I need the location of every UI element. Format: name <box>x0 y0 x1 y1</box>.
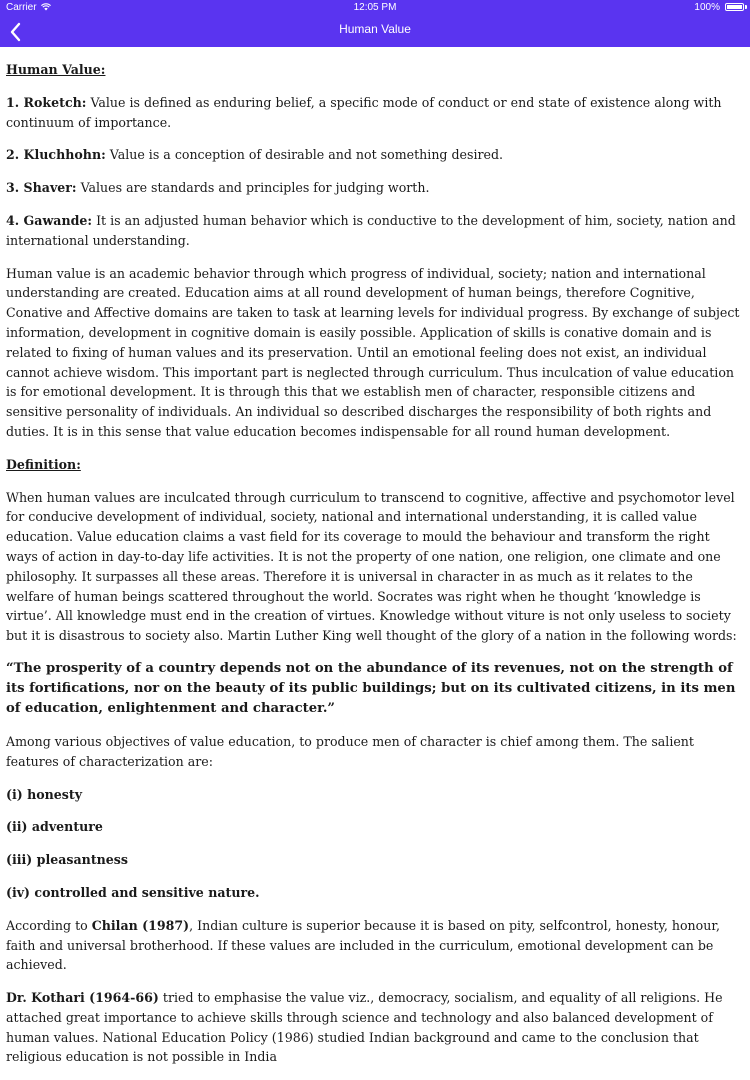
section-heading: Human Value: <box>6 62 106 77</box>
definition-text: Values are standards and principles for judging worth. <box>76 180 430 196</box>
definition-text: Value is a conception of desirable and not something desired. <box>105 147 504 163</box>
citation-author: Dr. Kothari (1964-66) <box>6 990 159 1006</box>
definition-item <box>6 211 742 251</box>
section-heading: Definition: <box>6 456 81 472</box>
definition-item <box>6 93 742 133</box>
battery-icon <box>725 3 744 11</box>
definition-item <box>6 178 742 198</box>
status-time: 12:05 PM <box>353 2 397 13</box>
feature-item: (iii) pleasantness <box>6 852 128 868</box>
feature-item: (ii) adventure <box>6 819 103 835</box>
citation-author: Chilan (1987) <box>91 917 190 933</box>
definition-text: Value is defined as enduring belief, a specific mode of conduct or end state of existence along with continuum of importance. <box>6 94 722 130</box>
definition-author: 2. Kluchhohn: <box>6 147 106 163</box>
body-paragraph: Human value is an academic behavior through which progress of individual, society; nation and international understanding are created. Education aims at all round development of human beings, therefore Cognitive, Conative and Affective domains are taken to task at learning levels for individual progress. By exchange of subject information, development in cognitive domain is easily possible. Application of skills is conative domain and is related to fixing of human values and its preservation. Until an emotional feeling does not exist, an individual cannot achieve wisdom. This important part is neglected through curriculum. Thus inculcation of value education is for emotional development. It is through this that we establish men of character, responsible citizens and sensitive personality of individuals. An individual so described discharges the responsibility of both rights and duties. It is in this sense that value education becomes indispensable for all round human development. <box>6 265 740 439</box>
feature-item: (i) honesty <box>6 786 83 802</box>
feature-item: (iv) controlled and sensitive nature. <box>6 884 260 900</box>
definition-item <box>6 145 742 165</box>
text-run: tried to emphasise the value viz., democracy, socialism, and equality of all religions. He attached great importance to achieve skills through science and technology and also balanced development of human values. National Education Policy (1986) studied Indian background and came to the conclusion that religious education is not possible in India <box>6 990 723 1065</box>
text-run: , Indian culture is superior because it is based on pity, selfcontrol, honesty, honour, faith and universal brotherhood. If these values are included in the curriculum, emotional development can be achieved. <box>6 917 720 973</box>
definition-author: 4. Gawande: <box>6 212 93 228</box>
text-run: According to <box>6 917 92 933</box>
carrier-label: Carrier <box>6 2 37 13</box>
battery-nub <box>745 5 747 9</box>
battery-percentage: 100% <box>694 2 720 13</box>
definition-text: It is an adjusted human behavior which is conductive to the development of him, society, nation and international understanding. <box>6 212 736 248</box>
navigation-bar <box>0 0 750 47</box>
body-paragraph: Among various objectives of value education, to produce men of character is chief among them. The salient features of characterization are: <box>6 733 694 769</box>
body-paragraph: When human values are inculcated through curriculum to transcend to cognitive, affective and psychomotor level for conducive development of individual, society, national and international understanding, it is called value education. Value education claims a vast field for its coverage to mould the behaviour and transform the right ways of action in day-to-day life activities. It is not the property of one nation, one religion, one climate and one philosophy. It surpasses all these areas. Therefore it is universal in character in as much as it relates to the welfare of human beings scattered throughout the world. Socrates was right when he thought ‘knowledge is virtue’. All knowledge must end in the creation of virtues. Knowledge without viture is not only useless to society but it is disastrous to society also. Martin Luther King well thought of the glory of a nation in the following words: <box>6 489 737 644</box>
definition-author: 3. Shaver: <box>6 180 77 196</box>
article-content <box>6 60 742 1080</box>
quote-block: “The prosperity of a country depends not on the abundance of its revenues, not on the strength of its fortifications, nor on the beauty of its public buildings; but on its cultivated citizens, in its men of education, enlightenment and character.” <box>6 660 736 716</box>
body-paragraph <box>6 916 742 975</box>
definition-author: 1. Roketch: <box>6 94 87 110</box>
status-bar <box>0 0 750 16</box>
page-title: Human Value <box>339 22 411 36</box>
